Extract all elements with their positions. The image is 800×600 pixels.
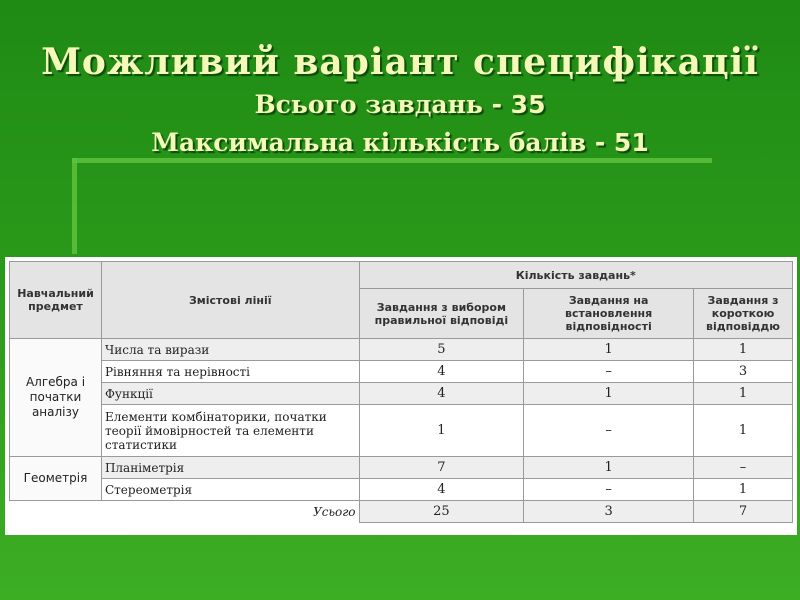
max-score-dash: - <box>586 128 614 157</box>
table-row <box>10 383 793 405</box>
total-tasks-line <box>0 86 800 124</box>
count-cell: – <box>524 405 694 457</box>
total-row <box>10 501 793 523</box>
specification-table <box>9 261 793 523</box>
topic-cell: Рівняння та нерівності <box>101 361 359 383</box>
header-col-matching: Завдання на встановлення відповідності <box>524 289 694 339</box>
total-tasks-value: 35 <box>510 90 546 119</box>
total-cell: 7 <box>694 501 793 523</box>
header-col-multiple-choice: Завдання з вибором правильної відповіді <box>359 289 524 339</box>
count-cell: 1 <box>524 383 694 405</box>
total-tasks-label: Всього завдань <box>254 90 483 119</box>
max-score-label: Максимальна кількість балів <box>151 128 587 157</box>
topic-cell: Стереометрія <box>101 479 359 501</box>
max-score-line <box>0 124 800 162</box>
slide-title-block <box>0 38 800 162</box>
count-cell: 1 <box>694 405 793 457</box>
count-cell: 5 <box>359 339 524 361</box>
subject-cell-geometry: Геометрія <box>10 457 102 501</box>
count-cell: – <box>694 457 793 479</box>
count-cell: 4 <box>359 383 524 405</box>
table-row <box>10 457 793 479</box>
header-col-short-answer: Завдання з короткою відповіддю <box>694 289 793 339</box>
total-cell: 3 <box>524 501 694 523</box>
max-score-value: 51 <box>613 128 649 157</box>
count-cell: 4 <box>359 361 524 383</box>
count-cell: 7 <box>359 457 524 479</box>
table-row <box>10 361 793 383</box>
topic-cell: Елементи комбінаторики, початки теорії ймовірностей та елементи статистики <box>101 405 359 457</box>
count-cell: 1 <box>694 383 793 405</box>
topic-cell: Функції <box>101 383 359 405</box>
count-cell: 1 <box>694 479 793 501</box>
count-cell: – <box>524 361 694 383</box>
topic-cell: Планіметрія <box>101 457 359 479</box>
table-row <box>10 479 793 501</box>
slide-title: Можливий варіант специфікації <box>41 41 759 83</box>
topic-cell: Числа та вирази <box>101 339 359 361</box>
count-cell: 1 <box>694 339 793 361</box>
header-subject: Навчальний предмет <box>10 262 102 339</box>
subject-cell-algebra: Алгебра і початки аналізу <box>10 339 102 457</box>
count-cell: 4 <box>359 479 524 501</box>
count-cell: 1 <box>524 457 694 479</box>
decorative-bar-vertical <box>72 158 77 254</box>
count-cell: 1 <box>359 405 524 457</box>
count-cell: 3 <box>694 361 793 383</box>
total-cell: 25 <box>359 501 524 523</box>
count-cell: 1 <box>524 339 694 361</box>
specification-table-image <box>5 257 797 535</box>
table-row <box>10 339 793 361</box>
total-tasks-dash: - <box>482 90 511 119</box>
header-content-lines: Змістові лінії <box>101 262 359 339</box>
count-cell: – <box>524 479 694 501</box>
decorative-bar-horizontal <box>72 158 712 163</box>
total-label: Усього <box>10 501 360 523</box>
header-task-count: Кількість завдань* <box>359 262 792 289</box>
table-row <box>10 405 793 457</box>
